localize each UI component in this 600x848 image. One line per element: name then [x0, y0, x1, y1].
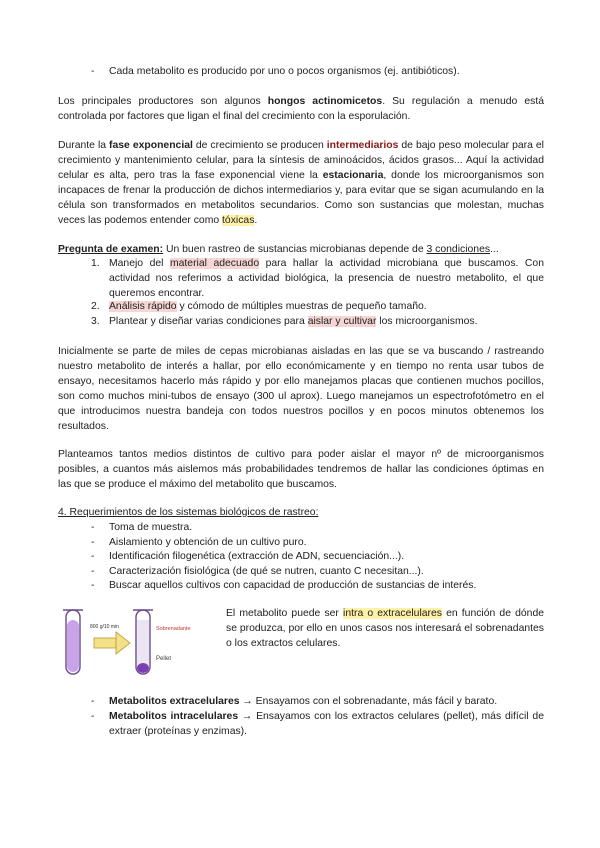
highlight-term: material adecuado — [169, 258, 260, 269]
text: , donde los microorganismos son incapaces de frenar la producción de dichos intermediarios y, para evitar que se sigan acumulando en la célula son transformados en metabolitos secundarios. Como son sustancias que molestan, muchas veces las podemos entender como — [58, 170, 544, 226]
pellet-mark — [137, 663, 149, 673]
text: Durante la — [58, 140, 110, 151]
text: Buscar aquellos cultivos con capacidad de producción de sustancias de interés. — [109, 580, 477, 591]
pellet-label: Pellet — [156, 656, 172, 662]
bullet-dash: - — [91, 580, 95, 591]
list-number: 1. — [91, 258, 100, 269]
bold-term: Metabolitos intracelulares — [109, 711, 239, 722]
supernatant-liquid — [137, 620, 149, 670]
tube-before-icon — [63, 610, 83, 674]
text: → Ensayamos con el sobrenadante, más fácil y barato. — [239, 696, 498, 707]
speed-label: 800 g/10 min — [90, 624, 119, 630]
paragraph-plates: Inicialmente se parte de miles de cepas microbianas aisladas en las que se va buscando / rastreando nuestro metabolito de interés a hallar, por ello económicamente y en tiempo no renta usar tubos de ensayo, necesitamos hacerlo más rápido y por ello manejamos placas que contienen muchos pocillos, son como muchos mini-tubos de ensayo (300 ul aprox). Luego manejamos un espectrofotómetro en el que introducimos nuestra bandeja con todos nuestros pocillos y en pocos minutos obtenemos los resultados. — [58, 346, 544, 432]
list-text — [109, 299, 544, 314]
bullet-dash: - — [91, 566, 95, 577]
text: en función de dónde se produzca, por ello en unos casos nos interesará el sobrenadantes o los extractos celulares. — [226, 608, 544, 649]
paragraph-exponential-phase — [58, 138, 544, 228]
text: de bajo peso molecular para el crecimiento y mantenimiento celular, para la síntesis de aminoácidos, ácidos grasos... Aquí la actividad celular es alta, pero tras la fase exponencial viene la — [58, 140, 544, 181]
text: ... — [490, 244, 499, 255]
text: . — [254, 215, 258, 226]
text: El metabolito puede ser — [226, 608, 344, 619]
bold-term: hongos actinomicetos — [267, 96, 383, 107]
list-number: 2. — [91, 301, 100, 312]
text: Un buen rastreo de sustancias microbianas depende de — [163, 244, 427, 255]
intro-bullet-text: Cada metabolito es producido por uno o pocos organismos (ej. antibióticos). — [109, 66, 460, 77]
text: → Ensayamos con los extractos celulares (pellet), más difícil de extraer (proteínas y enzimas). — [109, 711, 544, 737]
bold-term: Metabolitos extracelulares — [109, 696, 240, 707]
tube-after-icon — [133, 610, 153, 674]
exam-question — [58, 242, 544, 257]
supernatant-label: Sobrenadante — [156, 626, 191, 632]
text: . Su regulación a menudo está controlada por factores que ligan el final del crecimiento con la esporulación. — [58, 96, 544, 122]
paragraph-intra-extra — [226, 606, 544, 651]
bullet-dash: - — [91, 537, 95, 548]
bullet-dash: - — [91, 551, 95, 562]
text: para hallar la actividad microbiana que buscamos. Con actividad nos referimos a actividad biológica, la presencia de nuestro metabolito, el que queremos encontrar. — [109, 258, 544, 299]
arrow-right-icon — [94, 632, 130, 654]
exam-item-3 — [91, 314, 544, 329]
exam-conditions: 3 condiciones — [426, 244, 491, 255]
tube-liquid — [67, 620, 79, 672]
paragraph-producers — [58, 94, 544, 124]
text: Los principales productores son algunos — [58, 96, 268, 107]
bold-term: estacionaria — [322, 170, 384, 181]
bullet-dash: - — [91, 66, 95, 77]
red-term: intermediarios — [326, 140, 399, 151]
text: Caracterización fisiológica (de qué se nutren, cuanto C necesitan...). — [109, 566, 424, 577]
list-text — [109, 314, 544, 329]
bold-term: fase exponencial — [109, 140, 193, 151]
centrifuge-figure — [58, 604, 218, 682]
list-text — [109, 694, 544, 709]
bullet-dash: - — [91, 711, 95, 722]
exam-label: Pregunta de examen: — [58, 244, 164, 255]
list-text — [109, 256, 544, 301]
final-bullet-intracellular — [91, 709, 544, 739]
highlight-term: tóxicas — [222, 215, 255, 226]
exam-item-2 — [91, 299, 544, 314]
list-text — [109, 709, 544, 739]
highlight-term: aislar y cultivar — [307, 316, 377, 327]
text: Aislamiento y obtención de un cultivo puro. — [109, 537, 307, 548]
bullet-dash: - — [91, 522, 95, 533]
text: y cómodo de múltiples muestras de pequeño tamaño. — [176, 301, 427, 312]
highlight-term: intra o extracelulares — [343, 608, 442, 619]
exam-item-1 — [91, 256, 544, 301]
centrifuge-illustration — [58, 604, 218, 682]
text: los microorganismos. — [376, 316, 478, 327]
final-bullet-extracellular — [91, 694, 544, 709]
bullet-dash: - — [91, 696, 95, 707]
text: Toma de muestra. — [109, 522, 193, 533]
section-4-title: 4. Requerimientos de los sistemas biológicos de rastreo: — [58, 507, 319, 518]
highlight-term: Análisis rápido — [109, 301, 177, 312]
list-number: 3. — [91, 316, 100, 327]
text: Manejo del — [109, 258, 170, 269]
text: de crecimiento se producen — [192, 140, 327, 151]
text: Plantear y diseñar varias condiciones para — [109, 316, 308, 327]
text: Identificación filogenética (extracción de ADN, secuenciación...). — [109, 551, 405, 562]
paragraph-media: Planteamos tantos medios distintos de cultivo para poder aislar el mayor nº de microorganismos posibles, a cuantos más aislemos más probabilidades tendremos de hallar las condiciones óptimas en las que se produce el máximo del metabolito que buscamos. — [58, 449, 544, 490]
